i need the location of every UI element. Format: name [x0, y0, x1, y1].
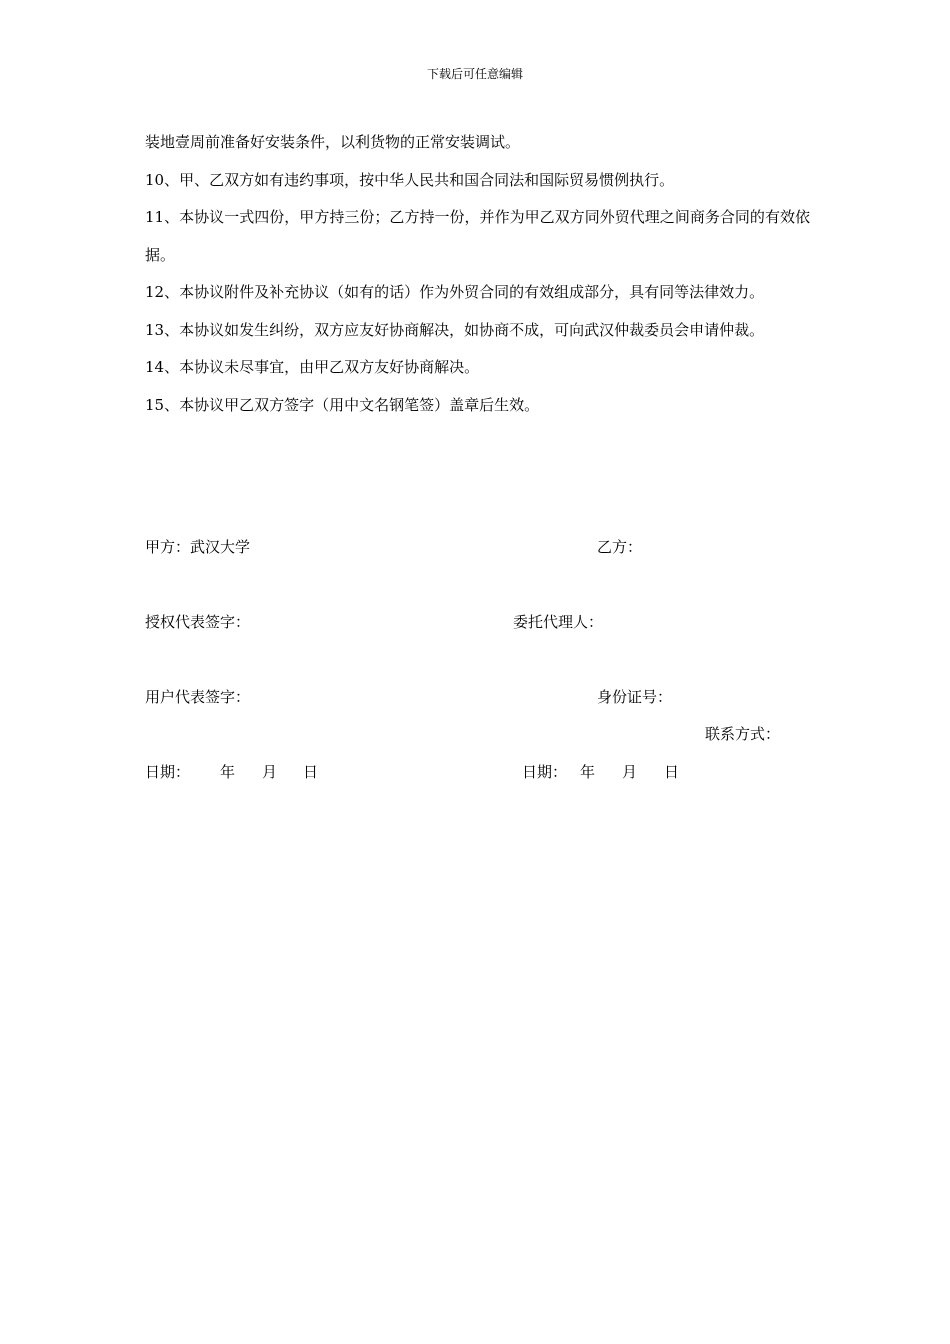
party-b-label: 乙方： — [597, 538, 643, 556]
clause-14: 14、本协议未尽事宜，由甲乙双方友好协商解决。 — [145, 358, 480, 376]
contact-label: 联系方式： — [705, 725, 781, 743]
date-day: 日 — [303, 763, 319, 781]
user-rep-signature-label: 用户代表签字： — [145, 688, 251, 706]
id-number-label: 身份证号： — [597, 688, 673, 706]
date-label: 日期： — [145, 763, 191, 781]
page-header-note: 下载后可任意编辑 — [426, 67, 523, 81]
date-label: 日期： — [522, 763, 568, 781]
authorized-rep-signature-label: 授权代表签字： — [145, 613, 251, 631]
clause-11: 11、本协议一式四份，甲方持三份；乙方持一份，并作为甲乙双方同外贸代理之间商务合同的有效依据。 — [145, 208, 810, 264]
contract-clauses — [145, 124, 810, 424]
date-year: 年 — [580, 763, 596, 781]
agent-label: 委托代理人： — [513, 613, 604, 631]
date-day: 日 — [664, 763, 680, 781]
date-month: 月 — [622, 763, 638, 781]
date-month: 月 — [262, 763, 278, 781]
clause-continuation: 装地壹周前准备好安装条件，以利货物的正常安装调试。 — [145, 133, 521, 151]
party-a-label: 甲方：武汉大学 — [145, 538, 251, 556]
clause-15: 15、本协议甲乙双方签字（用中文名钢笔签）盖章后生效。 — [145, 395, 540, 414]
date-year: 年 — [220, 763, 236, 781]
clause-13: 13、本协议如发生纠纷，双方应友好协商解决，如协商不成，可向武汉仲裁委员会申请仲裁。 — [145, 320, 765, 339]
clause-10: 10、甲、乙双方如有违约事项，按中华人民共和国合同法和国际贸易惯例执行。 — [145, 170, 675, 189]
clause-12: 12、本协议附件及补充协议（如有的话）作为外贸合同的有效组成部分，具有同等法律效力。 — [145, 283, 765, 301]
